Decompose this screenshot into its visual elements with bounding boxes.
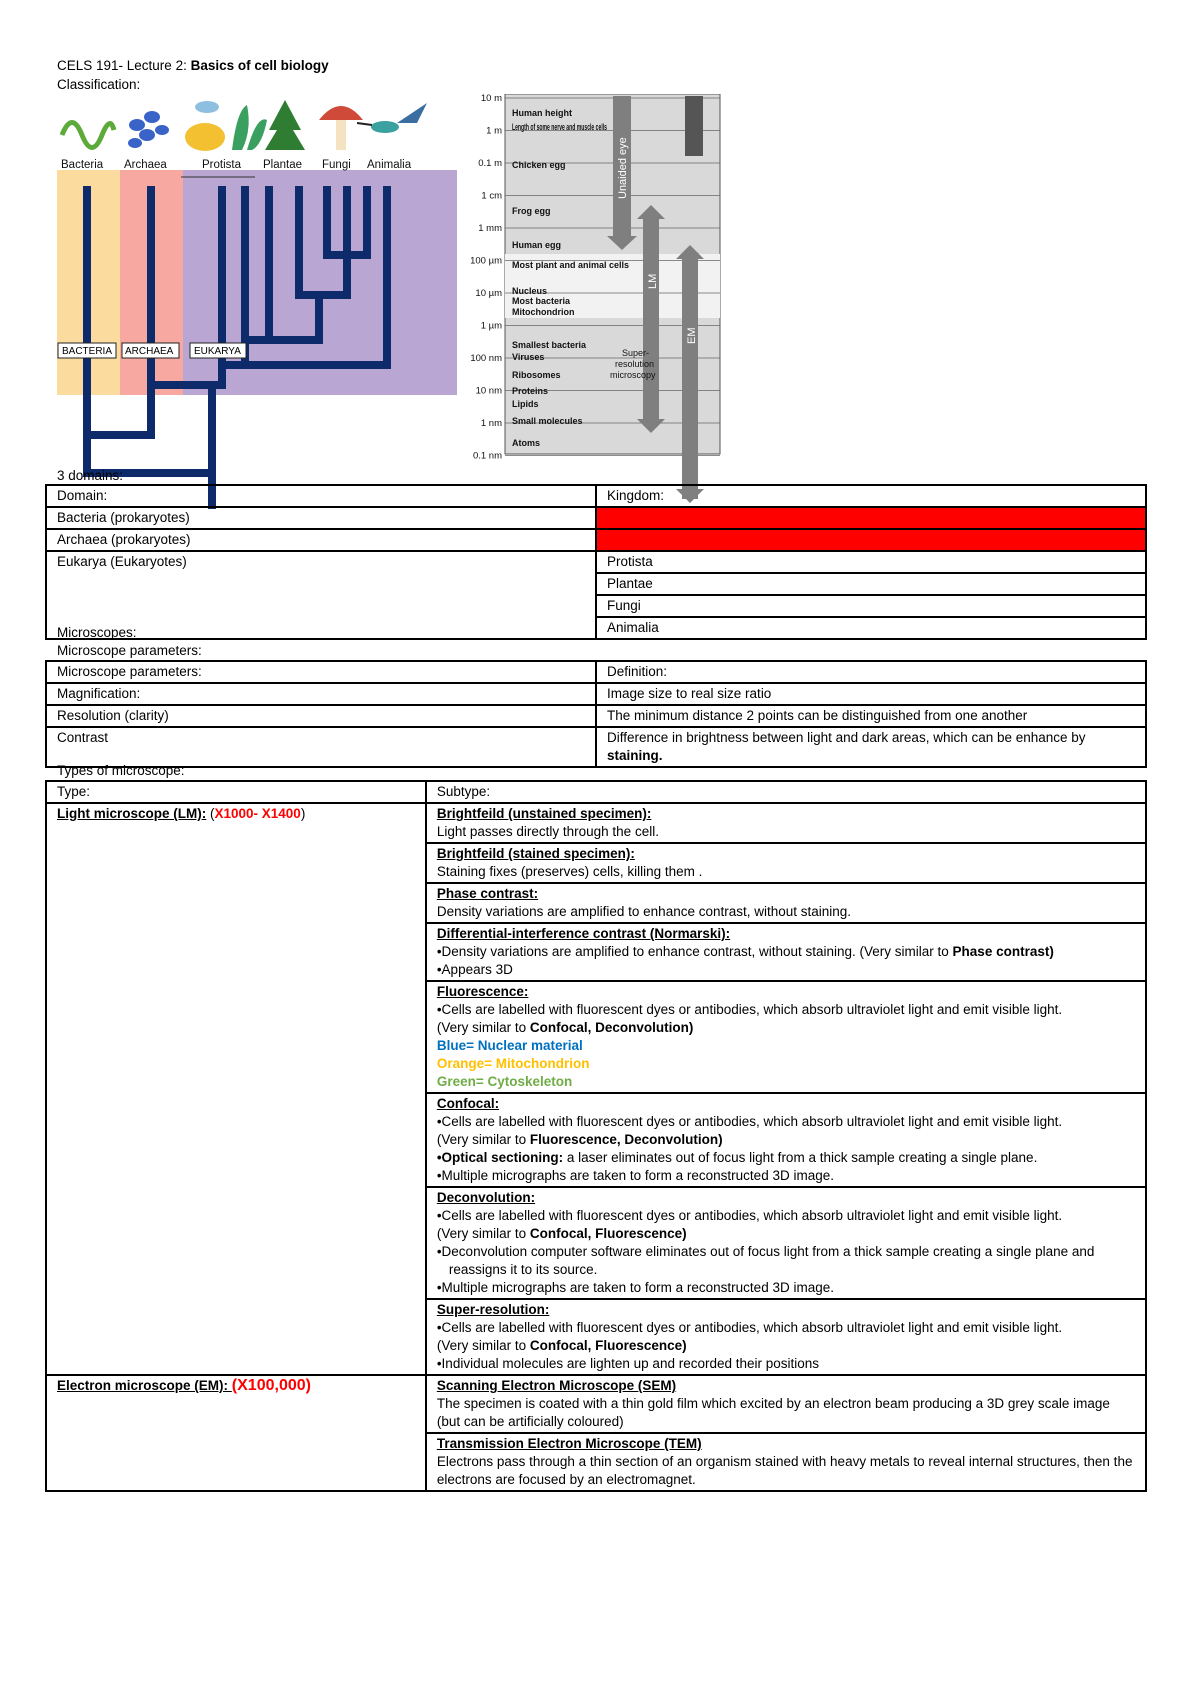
domain-label-eukarya: EUKARYA <box>194 346 241 357</box>
color-legend-orange: Orange= Mitochondrion <box>436 1056 590 1071</box>
phylogenetic-tree-figure <box>57 95 457 510</box>
note-bold: Fluorescence, Deconvolution) <box>529 1132 723 1147</box>
parameters-table <box>45 660 1147 768</box>
param-header: Microscope parameters: <box>46 661 596 683</box>
subtype-title: Fluorescence: <box>436 984 529 999</box>
similarity-note <box>437 1337 1135 1355</box>
subtype-bullet: •Cells are labelled with fluorescent dyes or antibodies, which absorb ultraviolet light and emit visible light. <box>436 1114 1063 1129</box>
definition-cell: The minimum distance 2 points can be distinguished from one another <box>596 705 1146 727</box>
note-bold: Confocal, Deconvolution) <box>529 1020 694 1035</box>
unaided-eye-label: Unaided eye <box>617 137 629 199</box>
fluorescence-cell <box>426 981 1146 1093</box>
note-text: (Very similar to <box>436 1132 530 1147</box>
subtype-title: Phase contrast: <box>436 886 539 901</box>
param-cell: Contrast <box>46 727 596 767</box>
subtype-bullet: •Individual molecules are lighten up and recorded their positions <box>436 1356 820 1371</box>
table-row <box>46 683 1146 705</box>
archaea-organism-icon <box>128 111 169 148</box>
deconvolution-cell <box>426 1187 1146 1299</box>
kingdom-plantae: Plantae <box>596 573 1146 595</box>
subtype-bullet: •Deconvolution computer software eliminates out of focus light from a thick sample creating a single plane and reassigns it to its source. <box>436 1244 1095 1277</box>
note-text: (Very similar to <box>436 1020 530 1035</box>
scale-item-label: Ribosomes <box>512 370 561 380</box>
table-row <box>46 705 1146 727</box>
scale-item-label: Mitochondrion <box>512 307 575 317</box>
kingdom-bacteria-blank <box>596 507 1146 529</box>
table-row <box>46 1375 1146 1433</box>
scale-tick-label: 1 cm <box>481 190 502 202</box>
scale-item-label: Viruses <box>512 352 545 362</box>
subtype-bullet <box>437 1149 1135 1167</box>
subtype-title: Brightfeild (stained specimen): <box>436 846 635 861</box>
title-bold: Basics of cell biology <box>190 58 329 73</box>
note-text: (Very similar to <box>436 1338 530 1353</box>
domains-table <box>45 484 1147 640</box>
scale-tick-label: 0.1 m <box>478 158 502 169</box>
definition-header: Definition: <box>596 661 1146 683</box>
page-title <box>57 57 329 75</box>
note-bold: Confocal, Fluorescence) <box>529 1226 687 1241</box>
param-cell: Resolution (clarity) <box>46 705 596 727</box>
domain-archaea: Archaea (prokaryotes) <box>46 529 596 551</box>
subtype-bullet: •Cells are labelled with fluorescent dyes or antibodies, which absorb ultraviolet light and emit visible light. <box>436 1002 1063 1017</box>
domain-eukarya: Eukarya (Eukaryotes) <box>46 551 596 639</box>
table-row <box>46 551 1146 573</box>
bullet-text: a laser eliminates out of focus light from a thick sample creating a single plane. <box>563 1150 1038 1165</box>
scale-tick-label: 1 m <box>486 125 502 137</box>
microscope-types-table <box>45 780 1147 1492</box>
scale-tick-label: 1 nm <box>480 418 502 429</box>
scale-tick-label: 10 nm <box>475 385 502 397</box>
subtype-bullet: •Cells are labelled with fluorescent dyes or antibodies, which absorb ultraviolet light and emit visible light. <box>436 1208 1063 1223</box>
kingdom-label-fungi: Fungi <box>322 159 351 171</box>
lm-mag-open: ( <box>206 806 215 821</box>
note-text: (Very similar to <box>436 1226 530 1241</box>
tem-cell <box>426 1433 1146 1491</box>
type-header: Type: <box>46 781 426 803</box>
contrast-definition-bold: staining. <box>607 748 663 763</box>
em-type-cell <box>46 1375 426 1491</box>
lm-label: Light microscope (LM): <box>57 806 207 821</box>
table-row <box>46 507 1146 529</box>
em-label: EM <box>686 327 698 344</box>
scale-item-label: Lipids <box>512 399 539 409</box>
kingdom-protista: Protista <box>596 551 1146 573</box>
kingdom-label-protista: Protista <box>202 159 241 171</box>
note-bold: Confocal, Fluorescence) <box>529 1338 687 1353</box>
confocal-cell <box>426 1093 1146 1187</box>
subtype-title: Brightfeild (unstained specimen): <box>436 806 652 821</box>
table-row <box>46 781 1146 803</box>
bullet-bold: •Optical sectioning: <box>436 1150 564 1165</box>
scale-item-label: Proteins <box>512 386 549 396</box>
kingdom-archaea-blank <box>596 529 1146 551</box>
param-cell: Magnification: <box>46 683 596 705</box>
subtype-title: Differential-interference contrast (Normarski): <box>436 926 731 941</box>
kingdom-animalia: Animalia <box>596 617 1146 639</box>
size-scale-figure <box>460 94 730 504</box>
table-row <box>46 529 1146 551</box>
domain-label-archaea: ARCHAEA <box>125 346 174 357</box>
domain-bacteria: Bacteria (prokaryotes) <box>46 507 596 529</box>
subtype-text: Electrons pass through a thin section of an organism stained with heavy metals to reveal internal structures, then the electrons are focused by an electromagnet. <box>436 1454 1133 1487</box>
subtype-bullet <box>437 943 1135 961</box>
subtype-text: Staining fixes (preserves) cells, killing them . <box>436 864 703 879</box>
scale-item-label: Atoms <box>512 438 541 448</box>
scale-item-label: Small molecules <box>512 416 583 426</box>
microscopes-label: Microscopes: <box>57 625 137 640</box>
lm-label: LM <box>647 273 659 289</box>
bullet-text: •Density variations are amplified to enhance contrast, without staining. (Very similar to <box>436 944 953 959</box>
microscope-parameters-label: Microscope parameters: <box>57 643 202 658</box>
subtype-title: Super-resolution: <box>436 1302 550 1317</box>
lm-type-cell <box>46 803 426 1375</box>
subtype-text: Density variations are amplified to enhance contrast, without staining. <box>436 904 852 919</box>
human-figure-icon <box>685 96 703 156</box>
scale-item-label: Human egg <box>512 240 562 250</box>
kingdom-fungi: Fungi <box>596 595 1146 617</box>
color-legend-green: Green= Cytoskeleton <box>436 1074 573 1089</box>
lm-mag-close: ) <box>300 806 306 821</box>
scale-item-label: Frog egg <box>512 206 551 216</box>
similarity-note <box>437 1225 1135 1243</box>
table-row <box>46 727 1146 767</box>
subtype-text: Light passes directly through the cell. <box>436 824 659 839</box>
subtype-bullet: •Multiple micrographs are taken to form a reconstructed 3D image. <box>436 1168 834 1183</box>
sem-cell <box>426 1375 1146 1433</box>
scale-tick-label: 10 m <box>480 94 502 104</box>
scale-tick-label: 0.1 nm <box>472 450 502 462</box>
super-resolution-label: Super-resolution microscopy <box>610 348 656 380</box>
scale-item-label: Nucleus <box>512 286 548 296</box>
types-label: Types of microscope: <box>57 763 185 778</box>
fungi-organism-icon <box>319 106 363 150</box>
brightfield-stained-cell <box>426 843 1146 883</box>
subtype-title: Scanning Electron Microscope (SEM) <box>436 1378 677 1393</box>
similarity-note <box>437 1131 1135 1149</box>
domains-label: 3 domains: <box>57 468 124 483</box>
kingdom-header: Kingdom: <box>596 485 1146 507</box>
dic-cell <box>426 923 1146 981</box>
table-row <box>46 803 1146 843</box>
subtype-title: Confocal: <box>436 1096 500 1111</box>
scale-item-label: Chicken egg <box>512 160 566 170</box>
kingdom-label-plantae: Plantae <box>263 159 303 171</box>
em-label: Electron microscope (EM): <box>57 1378 232 1393</box>
scale-tick-label: 10 µm <box>475 288 502 299</box>
domain-header: Domain: <box>46 485 596 507</box>
bullet-bold: Phase contrast) <box>952 944 1054 959</box>
domain-label-bacteria: BACTERIA <box>62 346 113 357</box>
scale-item-label: Length of some nerve and muscle cells <box>512 122 607 132</box>
scale-item-label: Smallest bacteria <box>512 340 587 350</box>
kingdom-label-animalia: Animalia <box>367 159 412 171</box>
scale-item-label: Most bacteria <box>512 296 571 306</box>
em-magnification: (X100,000) <box>231 1377 311 1394</box>
algae-organism-icon <box>232 105 267 150</box>
table-row <box>46 661 1146 683</box>
scale-tick-label: 100 µm <box>470 255 502 267</box>
color-legend-blue: Blue= Nuclear material <box>436 1038 583 1053</box>
plantae-organism-icon <box>265 100 305 150</box>
subtype-text: The specimen is coated with a thin gold film which excited by an electron beam producing a 3D grey scale image (but can be artificially coloured) <box>436 1396 1110 1429</box>
subtype-bullet: •Appears 3D <box>436 962 513 977</box>
kingdom-label-archaea: Archaea <box>124 159 167 171</box>
protista-organism-icon <box>185 101 225 151</box>
definition-cell: Image size to real size ratio <box>596 683 1146 705</box>
classification-label: Classification: <box>57 77 141 92</box>
similarity-note <box>437 1019 1135 1037</box>
phase-contrast-cell <box>426 883 1146 923</box>
subtype-title: Deconvolution: <box>436 1190 536 1205</box>
lm-magnification: X1000- X1400 <box>214 806 301 821</box>
definition-cell <box>596 727 1146 767</box>
kingdom-label-bacteria: Bacteria <box>61 159 104 171</box>
title-prefix: CELS 191- Lecture 2: <box>57 58 191 73</box>
contrast-definition-text: Difference in brightness between light and dark areas, which can be enhance by <box>607 730 1086 745</box>
brightfield-unstained-cell <box>426 803 1146 843</box>
scale-tick-label: 1 mm <box>478 223 502 234</box>
table-row <box>46 485 1146 507</box>
bacteria-organism-icon <box>62 123 114 148</box>
subtype-bullet: •Multiple micrographs are taken to form a reconstructed 3D image. <box>436 1280 834 1295</box>
scale-tick-label: 1 µm <box>480 320 502 332</box>
subtype-bullet: •Cells are labelled with fluorescent dyes or antibodies, which absorb ultraviolet light and emit visible light. <box>436 1320 1063 1335</box>
subtype-header: Subtype: <box>426 781 1146 803</box>
scale-tick-label: 100 nm <box>470 353 502 364</box>
subtype-title: Transmission Electron Microscope (TEM) <box>436 1436 702 1451</box>
super-resolution-cell <box>426 1299 1146 1375</box>
scale-item-label: Human height <box>512 108 572 118</box>
scale-item-label: Most plant and animal cells <box>512 260 630 270</box>
animalia-organism-icon <box>357 103 427 133</box>
